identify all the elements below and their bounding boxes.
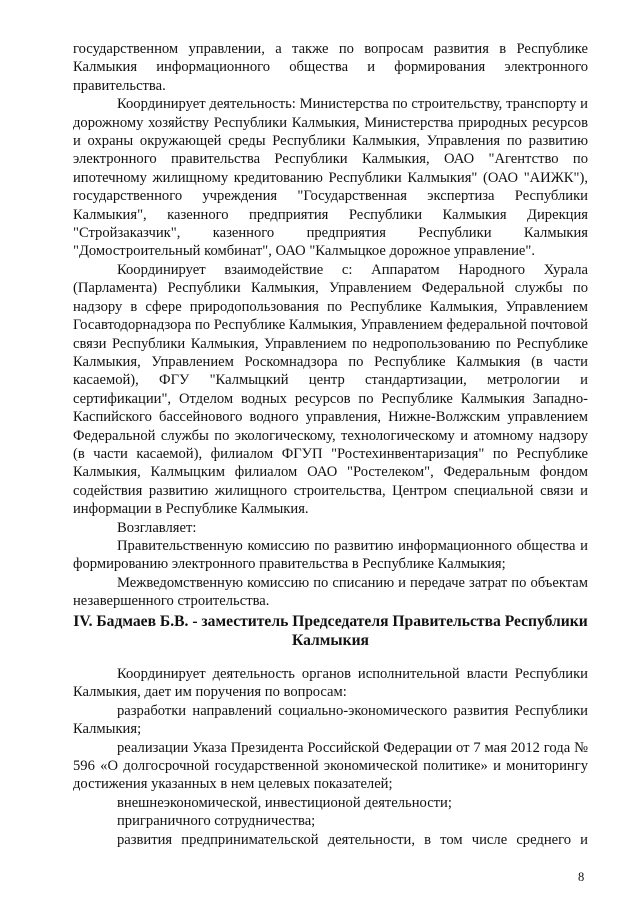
top-text-block [73,40,588,611]
paragraph-commission-info-society: Правительственную комиссию по развитию информационного общества и формированию электронного правительства в Республике Калмыкия; [73,537,588,573]
page-number: 8 [578,870,585,884]
paragraph-heads: Возглавляет: [117,519,197,536]
paragraph-foreign-economic: внешнеэкономической, инвестиционой деятельности; [117,794,452,811]
paragraph-decree: реализации Указа Президента Российской Федерации от 7 мая 2012 года № 596 «О долгосрочной государственной экономической политике» и мониторингу достижения указанных в нем целевых показателей; [73,739,588,793]
paragraph-coordinates-activity: Координирует деятельность: Министерства по строительству, транспорту и дорожному хозяйству Республики Калмыкия, Министерства природных ресурсов и охраны окружающей среды Республики Калмыкия, Управления по развитию электронного правительства Республики Калмыкия, ОАО "Агентство по ипотечному жилищному кредитованию Республики Калмыкия" (ОАО "АИЖК"), государственного учреждения "Государственная экспертиза Республики Калмыкия", казенного предприятия Республики Калмыкия Дирекция "Стройзаказчик", казенного предприятия Республики Калмыкия "Домостроительный комбинат", ОАО "Калмыцкое дорожное управление". [73,96,588,260]
paragraph-continuation: государственном управлении, а также по вопросам развития в Республике Калмыкия информационного общества и формирования электронного правительства. [73,41,588,94]
paragraph-coordinates-executive: Координирует деятельность органов исполнительной власти Республики Калмыкия, дает им поручения по вопросам: [73,666,588,701]
paragraph-cross-border: приграничного сотрудничества; [117,813,316,830]
section-heading: IV. Бадмаев Б.В. - заместитель Председателя Правительства Республики Калмыкия [73,613,588,649]
paragraph-socioeconomic: разработки направлений социально-экономического развития Республики Калмыкия; [73,702,588,738]
paragraph-coordinates-interaction: Координирует взаимодействие с: Аппаратом Народного Хурала (Парламента) Республики Калмыкия, Управлением Федеральной службы по надзору в сфере природопользования по Республике Калмыкия, Управлением Госавтодорнадзора по Республике Калмыкия, Управлением федеральной почтовой связи Республики Калмыкия, Управлением по недропользованию по Республике Калмыкия, Управлением Роскомнадзора по Республике Калмыкия (в части касаемой), ФГУ "Калмыцкий центр стандартизации, метрологии и сертификации", Отделом водных ресурсов по Республике Калмыкия Западно-Каспийского бассейнового водного управления, Нижне-Волжским управлением Федеральной службы по экологическому, технологическому и атомному надзору (в части касаемой), филиалом ФГУП "Ростехинвентаризация" по Республике Калмыкия, Калмыцким филиалом ОАО "Ростелеком", Федеральным фондом содействия развитию жилищного строительства, Центром специальной связи и информации в Республике Калмыкия. [73,261,588,518]
paragraph-commission-construction: Межведомственную комиссию по списанию и передаче затрат по объектам незавершенного строительства. [73,574,588,610]
bottom-text-block [73,665,588,849]
paragraph-entrepreneurship: развития предпринимательской деятельности, в том числе среднего и [117,831,588,848]
